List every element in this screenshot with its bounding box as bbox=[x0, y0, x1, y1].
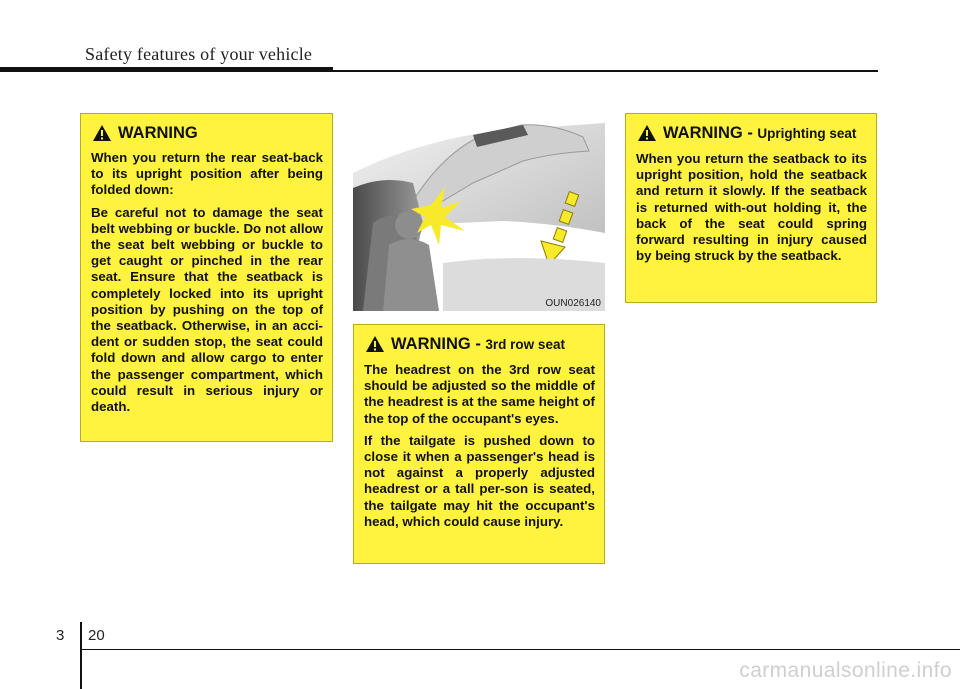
header-rule-thin bbox=[333, 70, 878, 72]
warning-intro: When you return the rear seat-back to its upright position after being folded down: bbox=[91, 150, 323, 198]
chapter-number: 3 bbox=[56, 627, 65, 644]
warning-heading bbox=[636, 124, 867, 143]
warning-title: WARNING - Uprighting seat bbox=[663, 124, 857, 142]
section-title: Safety features of your vehicle bbox=[85, 44, 313, 64]
page-number: 20 bbox=[88, 627, 105, 644]
footer-horizontal-rule bbox=[80, 649, 960, 650]
figure-code: OUN026140 bbox=[545, 298, 601, 309]
warning-triangle-icon bbox=[92, 124, 112, 142]
footer-vertical-rule bbox=[80, 622, 82, 689]
warning-body: When you return the seatback to its upright position, hold the seatback and return it slowly. If the seatback is returned with-out holding it, the back of the seat could spring forward resulting in injury caused by being struck by the seatback. bbox=[636, 151, 867, 264]
warning-box-rear-seatback bbox=[80, 113, 333, 442]
header-rule-thick bbox=[0, 67, 333, 72]
warning-triangle-icon bbox=[365, 335, 385, 353]
warning-para-2: If the tailgate is pushed down to close it when a passenger's head is not against a properly adjusted headrest or a tall per-son is seated, the tailgate may hit the occupant's head, which could cause injury. bbox=[364, 432, 595, 529]
warning-box-uprighting-seat bbox=[625, 113, 877, 303]
illustration-graphic bbox=[353, 113, 605, 311]
warning-title: WARNING - 3rd row seat bbox=[391, 335, 565, 353]
warning-para-1: The headrest on the 3rd row seat should be adjusted so the middle of the headrest is at the same height of the top of the occupant's eyes. bbox=[364, 362, 595, 426]
warning-title: WARNING bbox=[118, 124, 198, 142]
warning-triangle-icon bbox=[637, 124, 657, 142]
warning-heading bbox=[364, 335, 595, 354]
warning-body: Be careful not to damage the seat belt webbing or buckle. Do not allow the seat belt webbing or buckle to get caught or pinched in the rear seat. Ensure that the seatback is completely locked into its upright position by pushing on the top of the seatback. Otherwise, in an acci-dent or sudden stop, the seat could fold down and allow cargo to enter the passenger compartment, which could result in serious injury or death. bbox=[91, 204, 323, 415]
warning-heading bbox=[91, 124, 323, 142]
warning-box-3rd-row-seat bbox=[353, 324, 605, 564]
seat-headrest-illustration bbox=[353, 113, 605, 311]
watermark: carmanualsonline.info bbox=[739, 659, 952, 682]
